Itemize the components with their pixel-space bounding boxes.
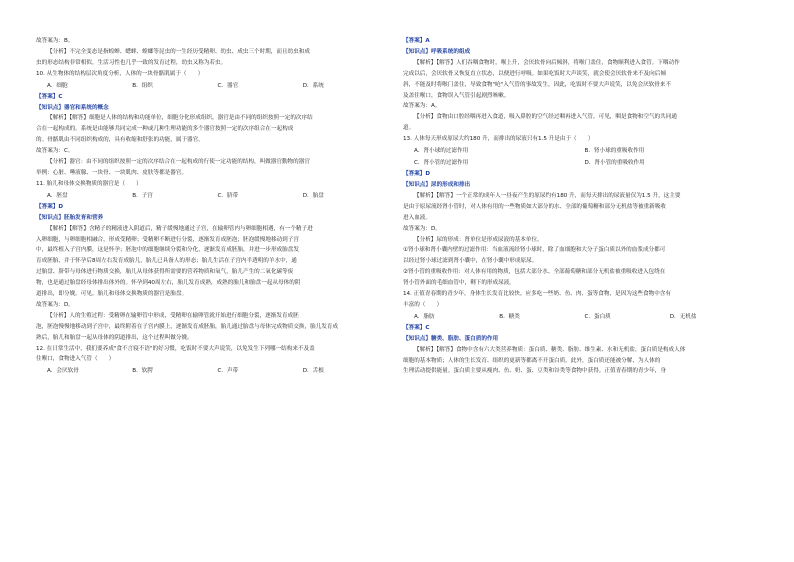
analysis-line: ①肾小球和肾小囊内壁的过滤作用：当血液流经肾小球时，除了血细胞和大分子蛋白质以外的血浆成分都可 xyxy=(403,247,666,254)
analysis-line: 举例：心脏、唾液腺、一块骨、一块肌肉、皮肤等都是器官。 xyxy=(36,169,188,176)
question-13: 13. 人体每天形成原尿大约180 升，而排出的尿液只有1.5 升是由于（ ） xyxy=(403,136,594,143)
analysis-line: 熟后，胎儿和胎盘一起从母体的阴道排出，这个过程叫做分娩。 xyxy=(36,334,193,341)
question-13-options xyxy=(403,145,755,157)
explanation-line: 物，也是通过胎盘经母体排出体外的。怀孕到40周左右，胎儿发育成熟，成熟的胎儿和胎盘一起从母体的阴 xyxy=(36,280,301,287)
question-13-options xyxy=(403,157,755,169)
analysis-line: 【分析】食物由口腔经咽再进入食道，吸入鼻腔的空气经过咽再进入气管，可见，咽是食物和空气的共同通 xyxy=(414,114,677,121)
analysis-line: 【分析】人的生殖过程：受精卵在输卵管中形成，受精卵在输卵管就开始进行细胞分裂，逐渐发育成胚 xyxy=(47,312,299,319)
answer-line: 故答案为：D。 xyxy=(403,225,441,232)
option-d: D．肾小管的重吸收作用 xyxy=(584,160,645,167)
question-14: 丰富的（ ） xyxy=(403,301,443,308)
knowledge-point: 【知识点】胚胎发育和营养 xyxy=(36,214,104,221)
analysis-line: 【分析】器官：由不同的组织按照一定的次序结合在一起构成的行使一定功能的结构，叫做器官動物的器官 xyxy=(47,159,310,166)
explanation-line: 道排出，即分娩。可见，胎儿和母体交换物质的器官是胎盘。 xyxy=(36,291,188,298)
question-10-options xyxy=(36,80,388,92)
knowledge-point: 【知识点】糖类、脂肪、蛋白质的作用 xyxy=(403,335,499,342)
option-c: C．蛋白质 xyxy=(584,313,611,320)
answer-label: 【答案】C xyxy=(36,93,63,100)
explanation-line: 的。骨骼肌由不同组织构成的，具有收缩和舒张的功能，属于器官。 xyxy=(36,137,204,144)
explanation-line: 斜，不能及时将喉门盖住，导致食物"呛"入气管的事故发生，因此，吃饭时不要大声说笑，以免会厌软骨来不 xyxy=(403,81,672,88)
analysis-line: 肾小管外面的毛细血管中，剩下的形成尿液。 xyxy=(403,280,515,287)
explanation-line: 是由于原尿流经肾小管时，对人体有用的一些物质如大部分的水、全部的葡萄糖和部分无机盐等被重新吸收 xyxy=(403,203,666,210)
option-d: D．胎盘 xyxy=(302,192,324,199)
analysis-line: 道。 xyxy=(403,125,415,132)
explanation-line: 合在一起构成的。系统是由能够共同完成一种或几种生理功能的多个器官按照一定的次序组合在一起构成 xyxy=(36,126,294,133)
answer-label: 【答案】A xyxy=(403,38,430,44)
question-12: 12. 在日常生活中，我们要养成"食不言寝不语"的好习惯，吃饭时不要大声说笑，以免发生下列哪一结构来不及盖 xyxy=(36,345,315,352)
analysis-line: 【分析】不完全变态是指蝗蝉、蟋蟀、螳螂等昆虫的一生经历受精卵、幼虫、成虫三个时期，而且幼虫和成 xyxy=(47,48,310,55)
option-a: A．胚盘 xyxy=(47,192,68,199)
knowledge-point: 【知识点】器官和系统的概念 xyxy=(36,104,109,111)
option-c: C．器官 xyxy=(217,82,239,89)
analysis-line: ②肾小管的重吸收作用：对人体有用的物质，包括大部分水、全部葡萄糖和部分无机盐被重吸收进入包绕在 xyxy=(403,269,666,276)
knowledge-point: 【知识点】尿的形成和排出 xyxy=(403,181,471,188)
option-c: C．脐带 xyxy=(217,192,239,199)
option-b: B．组织 xyxy=(132,82,153,89)
question-12-options xyxy=(36,365,388,377)
answer-line: 故答案为：A。 xyxy=(403,103,441,110)
option-c: C．声带 xyxy=(217,368,239,375)
option-b: B．子宫 xyxy=(132,192,153,199)
question-14-options xyxy=(403,311,755,323)
explanation-line: 【解析】【解答】食物中含有六大类营养物质：蛋白质、糖类、脂肪、维生素、水和无机盐，蛋白质是构成人体 xyxy=(414,346,686,353)
analysis-line: 【分析】尿的形成：肾单位是形成尿液的基本单位。 xyxy=(414,236,543,243)
explanation-line: 【解析】【解答】含精子的精液进入阴道后，精子缓慢地通过子宫，在输卵管内与卵细胞相遇，有一个精子进 xyxy=(47,225,313,232)
answer-label: 【答案】C xyxy=(403,324,430,331)
explanation-line: 中，最终植入子宫内膜，这是怀孕；胚泡中的细胞继续分裂和分化，逐渐发育成胚胎，并进一步形成胎盘发 xyxy=(36,247,299,254)
option-d: D．舌根 xyxy=(302,368,324,375)
option-a: A．细胞 xyxy=(47,82,68,89)
answer-line: 故答案为：C。 xyxy=(36,148,74,155)
question-10: 10. 从生物体的结构层次角度分析，人体的一块骨骼肌属于（ ） xyxy=(36,70,204,77)
explanation-line: 育成胚胎，并于怀孕后8周左右发育成胎儿，胎儿已具备人的形态；胎儿生活在子宫内半透明的羊水中，通 xyxy=(36,258,297,265)
analysis-line: 虫的形态结构非常相似，生活习性也几乎一致的发育过程，幼虫又称为若虫。 xyxy=(36,59,227,66)
left-column xyxy=(36,36,388,377)
question-14: 14. 正值青春期的青少年，身体生长发育比较快，应多吃一些奶、鱼、肉、蛋等食物，是因为这些食物中含有 xyxy=(403,291,671,298)
option-b: B．软腭 xyxy=(132,368,153,375)
answer-label: 【答案】D xyxy=(36,203,64,210)
answer-label: 【答案】D xyxy=(403,171,431,178)
option-d: D．无机盐 xyxy=(669,313,697,320)
explanation-line: 入卵细胞，与卵细胞相融合，形成受精卵；受精卵不断进行分裂，逐渐发育成胚泡；胚泡缓慢地移动到子宫 xyxy=(36,236,299,243)
explanation-line: 进入血液。 xyxy=(403,214,431,221)
explanation-line: 过胎盘、脐带与母体进行物质交换，胎儿从母体获得所需要的营养物质和氧气，胎儿产生的二氧化碳等废 xyxy=(36,269,294,276)
option-b: B．肾小球的重吸收作用 xyxy=(584,148,645,155)
option-a: A．会厌软骨 xyxy=(47,368,79,375)
option-d: D．系统 xyxy=(302,82,324,89)
question-11: 11. 胎儿和母体交换物质的器官是（ ） xyxy=(36,180,142,187)
option-a: A．脂肪 xyxy=(414,313,435,320)
option-a: A．肾小球的过滤作用 xyxy=(414,148,469,155)
analysis-line: 以经过肾小球过滤到肾小囊中，在肾小囊中形成原尿。 xyxy=(403,258,538,265)
explanation-line: 【解析】【解答】人们吞咽食物时，喉上升，会厌软骨向后倾斜，将喉门盖住，食物顺利进入食管。下咽动作 xyxy=(414,59,680,66)
analysis-line: 泡，胚泡慢慢地移动到子宫中，最终附着在子宫内膜上，逐渐发育成胚胎，胎儿通过胎盘与母体完成物质交换，胎儿发育成 xyxy=(36,323,339,330)
answer-line: 故答案为：D。 xyxy=(36,301,74,308)
option-c: C．肾小管的过滤作用 xyxy=(414,160,469,167)
explanation-line: 【解析】【解答】一个正常的成年人一昼夜产生的原尿约有180 升，而每天排出的尿液量仅为1.5 升，这主要 xyxy=(414,192,681,199)
question-11-options xyxy=(36,190,388,202)
explanation-line: 细胞的基本物质；人体的生长发育、组织的更新等都离不开蛋白质。此外，蛋白质还能被分解，为人体的 xyxy=(403,357,661,364)
explanation-line: 及盖住喉口，食物误入气管引起剧烈咳嗽。 xyxy=(403,92,510,99)
explanation-line: 完成以后，会厌软骨又恢复直立状态，以便进行呼吸。如果吃饭时大声谈笑，就会使会厌软骨来不及向后倾 xyxy=(403,70,666,77)
knowledge-point: 【知识点】呼吸系统的组成 xyxy=(403,48,471,55)
explanation-line: 【解析】【解答】细胞是人体的结构和功能单位，细胞分化形成组织，器官是由不同的组织按照一定的次序结 xyxy=(47,115,313,122)
option-b: B．糖类 xyxy=(499,313,520,320)
explanation-line: 生理活动提供能量。蛋白质主要从瘦肉、鱼、奶、蛋、豆类和谷类等食物中获得。正值青春期的青少年，身 xyxy=(403,368,666,375)
right-column xyxy=(403,36,755,377)
answer-line: 故答案为：B。 xyxy=(36,38,74,44)
question-12: 住喉口，食物进入气管（ ） xyxy=(36,356,115,363)
